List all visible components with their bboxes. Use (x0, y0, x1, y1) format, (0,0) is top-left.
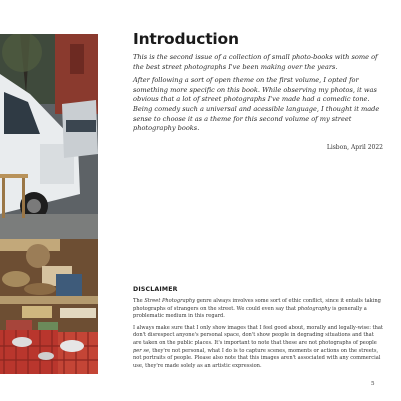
disclaimer-emphasis: per se (133, 347, 149, 354)
disclaimer-text: is generally a problematic medium in this regard. (133, 305, 367, 320)
disclaimer-paragraph-2 (133, 325, 383, 371)
disclaimer-paragraph-1 (133, 298, 383, 321)
intro-text (133, 53, 383, 134)
disclaimer-emphasis: Street Photography (144, 298, 196, 304)
intro-paragraph-1: This is the second issue of a collection of small photo-books with some of the best street photographs I've been making over the years. (133, 53, 378, 71)
page-title: Introduction (133, 30, 239, 48)
street-photo (0, 34, 98, 374)
introduction-section (133, 30, 383, 151)
intro-paragraph-2: After following a sort of open theme on the first volume, I opted for something more specific on this book. While observing my photos, it was obvious that a lot of street photographs I've made had a comedic tone. Being comedy such a universal and acessible language, I thought it made sense to choose it as a theme for this second volume of my street photography books. (133, 76, 380, 133)
disclaimer-text: The (133, 298, 145, 304)
disclaimer-text: I always make sure that I only show images that I feel good about, morally and legally-wise: that don't disrespect anyone's personal space, don't show people in degrading situations and that are taken on the public places. It's important to note that these are not photographs of people (133, 324, 383, 346)
disclaimer-text: genre always involves some sort of ethic conflict, since it entails taking photographs of strangers on the street. We could even say that (133, 298, 381, 312)
disclaimer-title: DISCLAIMER (133, 286, 178, 293)
disclaimer-emphasis: photography (297, 305, 331, 312)
signature-place-date: Lisbon, April 2022 (326, 143, 383, 151)
disclaimer-section (133, 286, 383, 374)
page-number: 5 (371, 381, 375, 387)
disclaimer-text: , they're not personal, what I do is to capture scenes, moments or actions on the streets, not portraits of people. Please also note that this images aren't associated with any commercial use, they're made solely as an artistic expression. (133, 347, 381, 369)
